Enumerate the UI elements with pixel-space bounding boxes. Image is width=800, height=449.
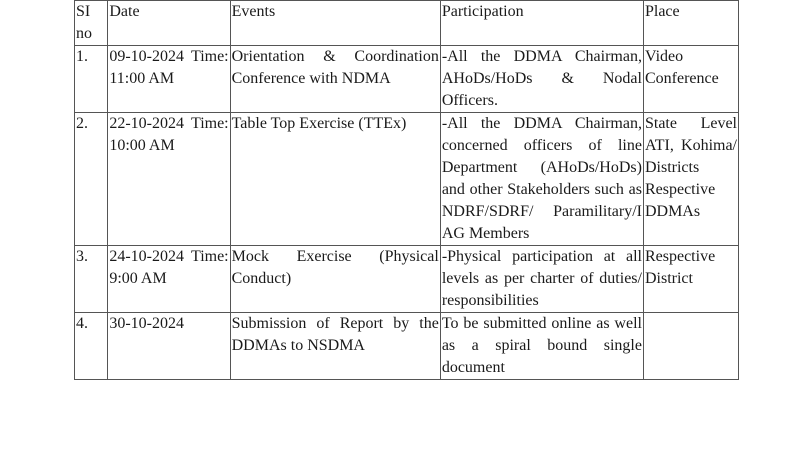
row-place: Video Conference: [643, 46, 738, 113]
header-place: Place: [643, 1, 738, 46]
row-participation: -All the DDMA Chairman, AHoDs/HoDs & Nodal Officers.: [440, 46, 643, 113]
row-participation: To be submitted online as well as a spiral bound single document: [440, 313, 643, 380]
table-row: [75, 46, 739, 113]
row-event: Orientation & Coordination Conference with NDMA: [230, 46, 440, 113]
header-si-no: SI no: [75, 1, 108, 46]
row-participation: -All the DDMA Chairman, concerned officers of line Department (AHoDs/HoDs) and other Stakeholders such as NDRF/SDRF/ Paramilitary/I AG Members: [440, 113, 643, 246]
row-si: 3.: [75, 246, 108, 313]
row-event: Table Top Exercise (TTEx): [230, 113, 440, 246]
row-date: 09-10-2024 Time: 11:00 AM: [108, 46, 230, 113]
row-place: Respective District: [643, 246, 738, 313]
row-place: [643, 313, 738, 380]
row-date: 24-10-2024 Time: 9:00 AM: [108, 246, 230, 313]
row-participation: -Physical participation at all levels as per charter of duties/ responsibilities: [440, 246, 643, 313]
schedule-table: [74, 0, 739, 380]
row-place: State Level ATI, Kohima/ Districts Respective DDMAs: [643, 113, 738, 246]
row-event: Mock Exercise (Physical Conduct): [230, 246, 440, 313]
header-events: Events: [230, 1, 440, 46]
header-date: Date: [108, 1, 230, 46]
row-si: 2.: [75, 113, 108, 246]
header-participation: Participation: [440, 1, 643, 46]
table-row: [75, 313, 739, 380]
row-event: Submission of Report by the DDMAs to NSDMA: [230, 313, 440, 380]
row-date: 22-10-2024 Time: 10:00 AM: [108, 113, 230, 246]
table-row: [75, 246, 739, 313]
header-row: [75, 1, 739, 46]
row-date: 30-10-2024: [108, 313, 230, 380]
table-row: [75, 113, 739, 246]
row-si: 1.: [75, 46, 108, 113]
row-si: 4.: [75, 313, 108, 380]
